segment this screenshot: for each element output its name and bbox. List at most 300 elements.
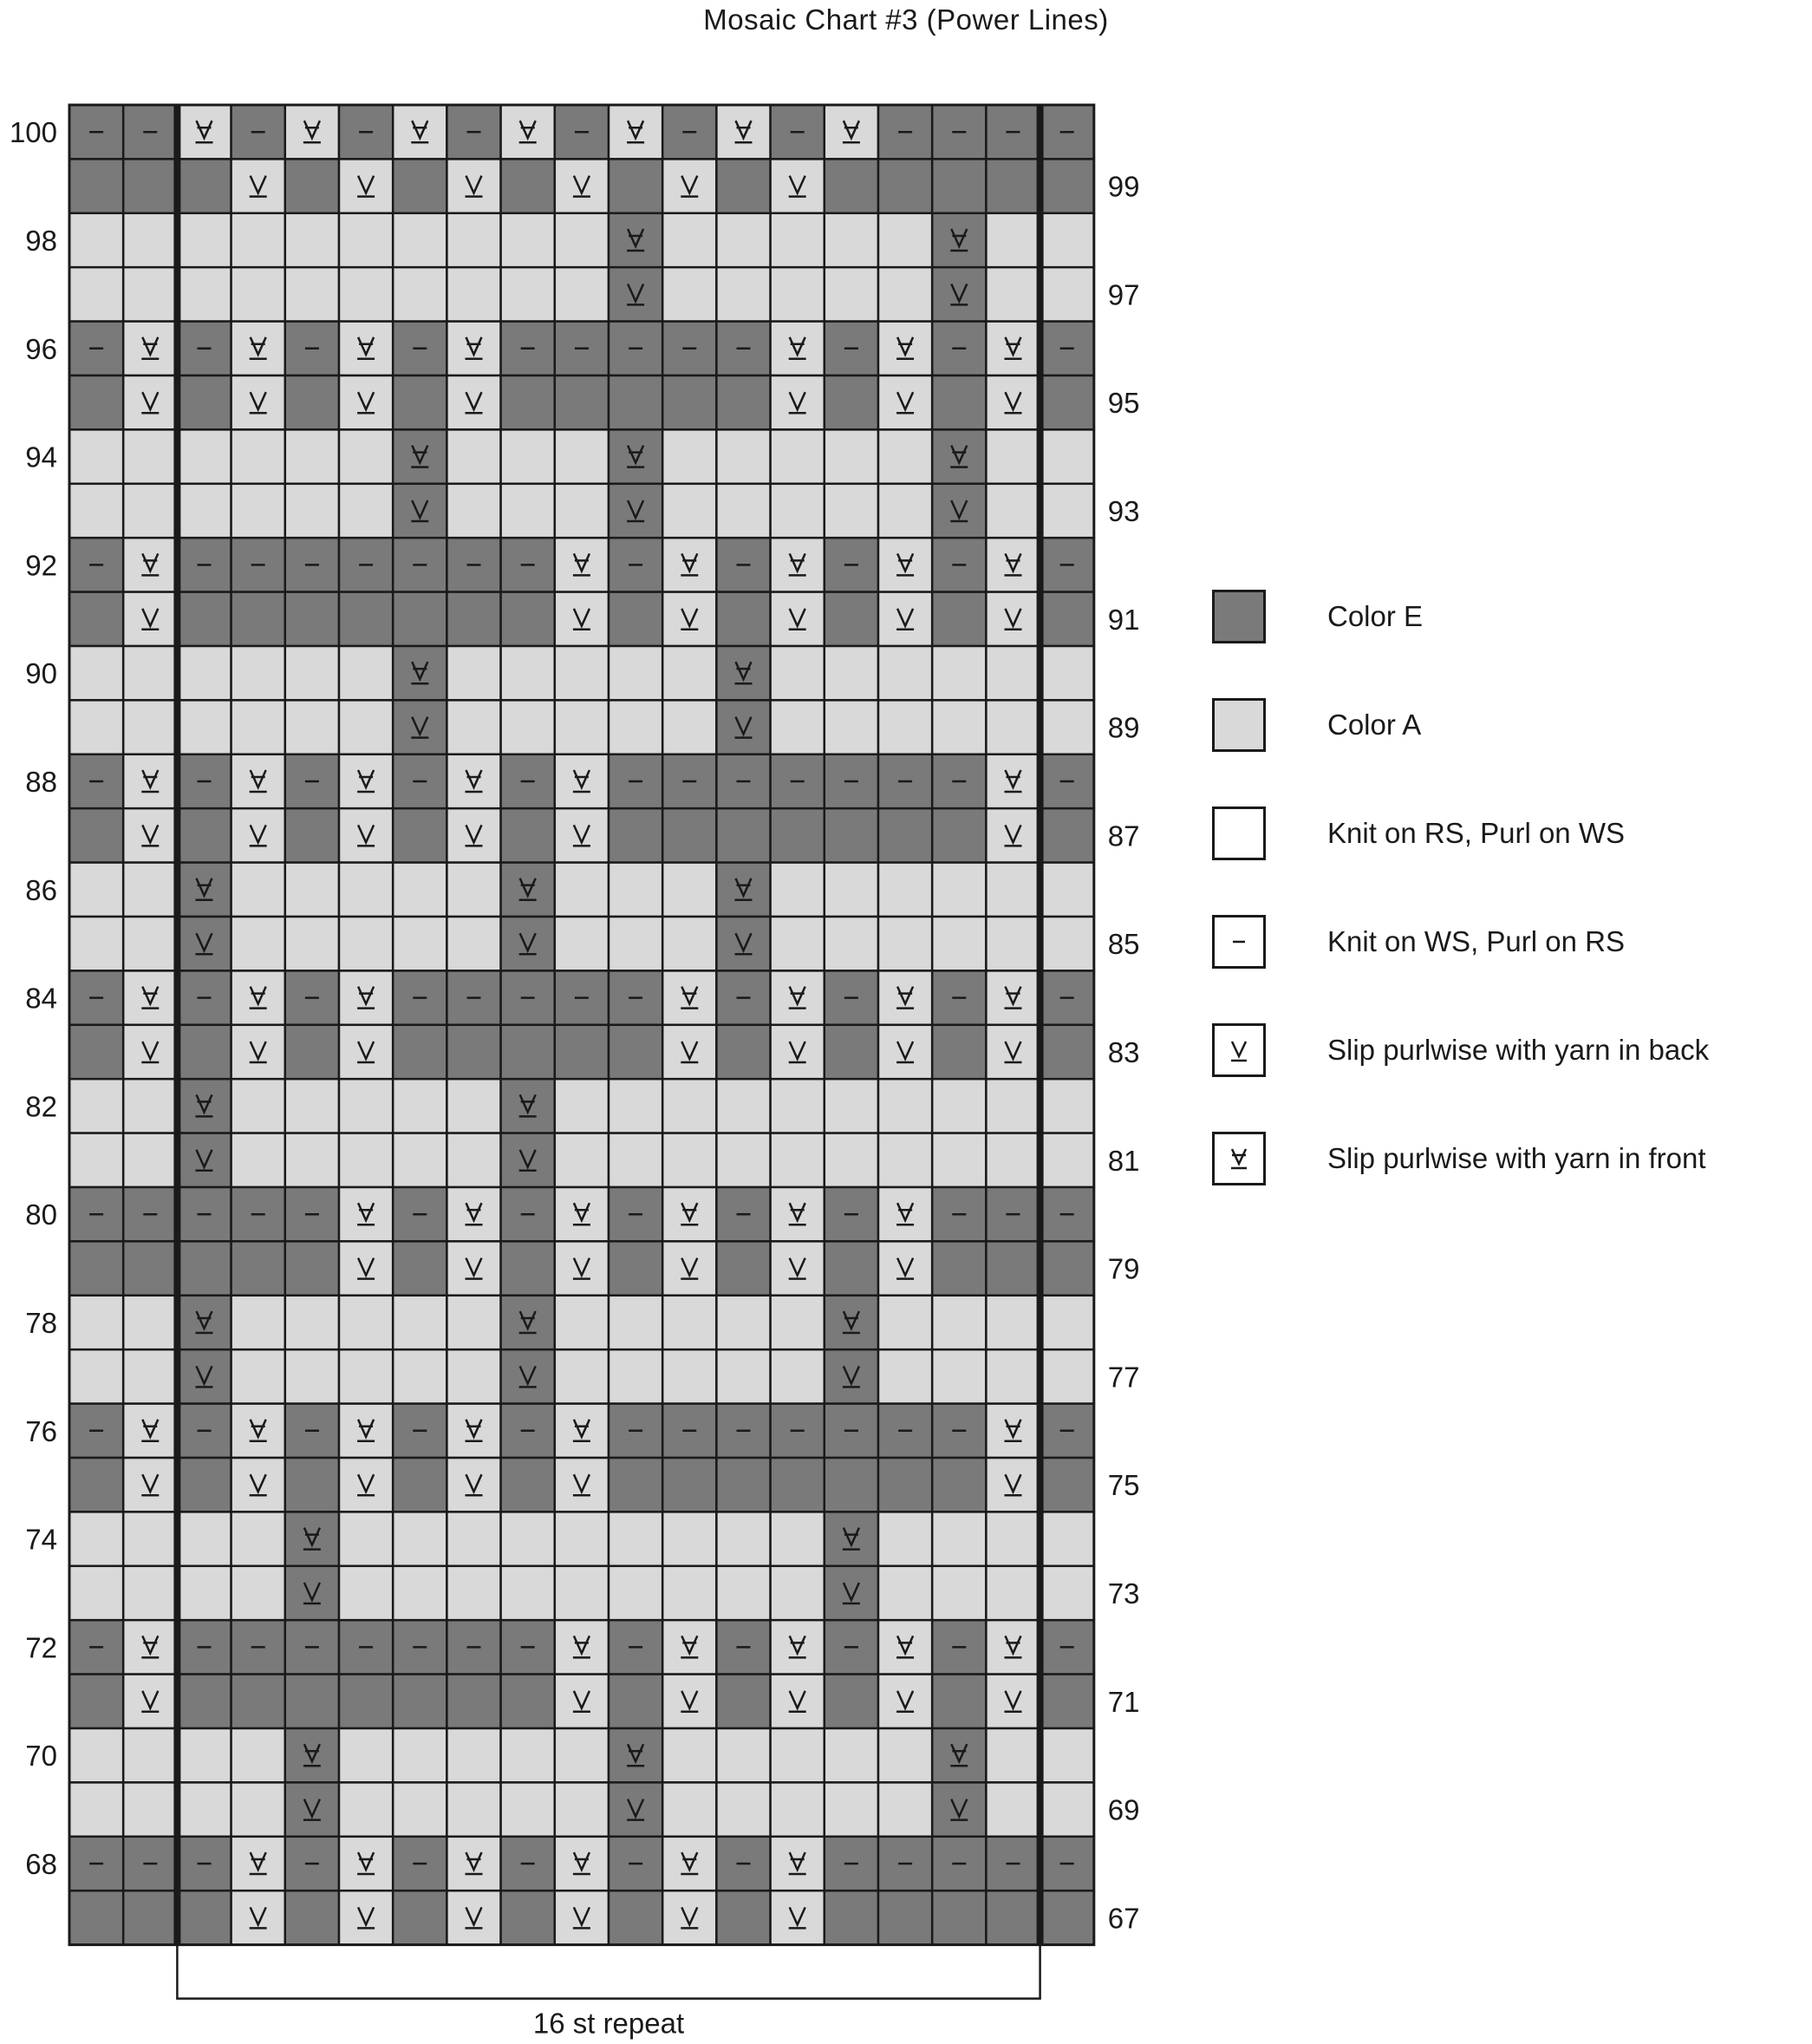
- color-a-cell: [1040, 1296, 1094, 1349]
- repeat-label: 16 st repeat: [532, 2007, 685, 2040]
- color-e-cell: [932, 1891, 986, 1944]
- row-number-label: 97: [1107, 278, 1140, 311]
- slip-front-cell: [123, 322, 177, 375]
- color-a-cell: [339, 1566, 393, 1620]
- color-a-cell: [285, 213, 339, 267]
- color-a-cell: [446, 646, 500, 700]
- color-e-cell: [69, 1675, 123, 1728]
- color-a-cell: [446, 1566, 500, 1620]
- slip-front-cell: [231, 1404, 285, 1458]
- color-a-cell: [555, 917, 609, 970]
- slip-back-cell: [501, 917, 555, 970]
- light-swatch-icon: [1212, 698, 1266, 752]
- color-a-cell: [771, 213, 825, 267]
- color-a-cell: [716, 1728, 770, 1782]
- slip-back-cell: [878, 1675, 932, 1728]
- color-a-cell: [123, 700, 177, 754]
- color-e-cell: [123, 1891, 177, 1944]
- chart-row: [69, 1458, 1094, 1512]
- color-e-cell: [69, 375, 123, 429]
- color-a-cell: [986, 213, 1040, 267]
- slip-front-cell: [771, 322, 825, 375]
- slip-front-cell: [393, 646, 446, 700]
- color-a-cell: [986, 700, 1040, 754]
- slip-back-cell: [123, 1458, 177, 1512]
- color-a-cell: [609, 863, 662, 917]
- color-a-cell: [825, 429, 878, 483]
- row-number-label: 77: [1107, 1361, 1140, 1394]
- color-a-cell: [123, 429, 177, 483]
- slip-front-cell: [555, 1837, 609, 1891]
- color-a-cell: [771, 1782, 825, 1836]
- chart-row: [69, 592, 1094, 646]
- row-number-label: 75: [1107, 1469, 1140, 1502]
- row-number-label: 98: [25, 225, 57, 257]
- color-a-cell: [878, 484, 932, 538]
- color-a-cell: [555, 1079, 609, 1133]
- color-e-cell: [501, 808, 555, 862]
- color-e-cell: [501, 375, 555, 429]
- color-a-cell: [285, 863, 339, 917]
- slip-front-cell: [771, 1620, 825, 1674]
- color-a-cell: [662, 213, 716, 267]
- color-a-cell: [878, 1349, 932, 1403]
- color-a-cell: [825, 213, 878, 267]
- color-e-cell: [609, 1675, 662, 1728]
- slip-front-cell: [878, 538, 932, 591]
- slip-front-cell: [825, 1296, 878, 1349]
- row-number-label: 87: [1107, 820, 1140, 852]
- color-a-cell: [231, 917, 285, 970]
- slip-front-cell: [285, 1512, 339, 1565]
- color-a-cell: [123, 917, 177, 970]
- slip-front-cell: [609, 429, 662, 483]
- color-e-cell: [501, 1675, 555, 1728]
- color-a-cell: [501, 1728, 555, 1782]
- color-a-cell: [932, 1349, 986, 1403]
- color-a-cell: [932, 1133, 986, 1187]
- legend-label: Color E: [1327, 600, 1424, 632]
- chart-row: [69, 213, 1094, 267]
- chart-row: [69, 484, 1094, 538]
- color-a-cell: [771, 863, 825, 917]
- slip-back-cell: [609, 484, 662, 538]
- color-a-cell: [609, 1349, 662, 1403]
- color-a-cell: [555, 267, 609, 321]
- color-e-cell: [932, 1025, 986, 1079]
- slip-front-cell: [555, 1404, 609, 1458]
- color-a-cell: [878, 1512, 932, 1565]
- color-e-cell: [1040, 592, 1094, 646]
- color-a-cell: [285, 1133, 339, 1187]
- slip-front-cell: [662, 970, 716, 1024]
- chart-row: [69, 863, 1094, 917]
- color-a-cell: [339, 429, 393, 483]
- row-number-label: 78: [25, 1307, 57, 1339]
- slip-back-cell: [555, 1891, 609, 1944]
- color-a-cell: [878, 1782, 932, 1836]
- slip-front-cell: [825, 105, 878, 159]
- color-a-cell: [339, 1512, 393, 1565]
- color-a-cell: [69, 700, 123, 754]
- color-e-cell: [285, 1241, 339, 1295]
- color-e-cell: [177, 592, 231, 646]
- color-a-cell: [716, 213, 770, 267]
- color-a-cell: [771, 267, 825, 321]
- color-e-cell: [69, 1458, 123, 1512]
- color-e-cell: [932, 375, 986, 429]
- slip-front-cell: [662, 1620, 716, 1674]
- slip-front-cell: [393, 429, 446, 483]
- color-a-cell: [609, 1079, 662, 1133]
- slip-front-cell: [177, 1296, 231, 1349]
- color-a-cell: [555, 484, 609, 538]
- slip-back-cell: [285, 1782, 339, 1836]
- color-a-cell: [339, 1079, 393, 1133]
- slip-back-cell: [825, 1349, 878, 1403]
- slip-front-cell: [446, 1187, 500, 1241]
- color-a-cell: [932, 917, 986, 970]
- slip-front-cell: [771, 970, 825, 1024]
- color-a-cell: [1040, 1133, 1094, 1187]
- color-e-cell: [123, 1241, 177, 1295]
- slip-front-cell: [285, 105, 339, 159]
- color-e-cell: [69, 592, 123, 646]
- slip-front-cell: [231, 1837, 285, 1891]
- color-a-cell: [878, 1728, 932, 1782]
- color-a-cell: [932, 1079, 986, 1133]
- color-a-cell: [177, 1566, 231, 1620]
- slip-back-cell: [986, 375, 1040, 429]
- slip-front-cell: [339, 1187, 393, 1241]
- color-a-cell: [662, 917, 716, 970]
- color-e-cell: [716, 1458, 770, 1512]
- legend-item-slip-back: [1212, 1023, 1741, 1081]
- slip-back-cell: [501, 1349, 555, 1403]
- v-symbol-icon: [1212, 1023, 1266, 1077]
- color-a-cell: [825, 917, 878, 970]
- color-a-cell: [285, 1079, 339, 1133]
- color-e-cell: [69, 1891, 123, 1944]
- chart-row: [69, 1187, 1094, 1241]
- slip-back-cell: [285, 1566, 339, 1620]
- color-e-cell: [177, 1025, 231, 1079]
- color-a-cell: [716, 1079, 770, 1133]
- color-a-cell: [771, 1296, 825, 1349]
- chart-row: [69, 1296, 1094, 1349]
- color-a-cell: [771, 1133, 825, 1187]
- color-a-cell: [1040, 1512, 1094, 1565]
- color-a-cell: [339, 1133, 393, 1187]
- color-a-cell: [69, 1349, 123, 1403]
- color-e-cell: [609, 592, 662, 646]
- chart-row: [69, 1566, 1094, 1620]
- color-e-cell: [177, 1241, 231, 1295]
- color-a-cell: [177, 213, 231, 267]
- color-a-cell: [825, 1728, 878, 1782]
- slip-back-cell: [932, 484, 986, 538]
- color-a-cell: [771, 484, 825, 538]
- slip-back-cell: [986, 808, 1040, 862]
- color-a-cell: [555, 646, 609, 700]
- color-a-cell: [501, 213, 555, 267]
- color-a-cell: [986, 1782, 1040, 1836]
- chart-row: [69, 1241, 1094, 1295]
- color-a-cell: [1040, 429, 1094, 483]
- color-a-cell: [231, 1512, 285, 1565]
- slip-back-cell: [123, 1675, 177, 1728]
- color-e-cell: [393, 1675, 446, 1728]
- color-a-cell: [285, 1349, 339, 1403]
- slip-front-cell: [986, 322, 1040, 375]
- slip-back-cell: [716, 917, 770, 970]
- slip-back-cell: [878, 375, 932, 429]
- color-a-cell: [231, 646, 285, 700]
- color-e-cell: [339, 1675, 393, 1728]
- color-a-cell: [878, 1079, 932, 1133]
- color-a-cell: [662, 1566, 716, 1620]
- color-a-cell: [69, 213, 123, 267]
- color-e-cell: [609, 159, 662, 212]
- chart-row: [69, 1079, 1094, 1133]
- color-a-cell: [123, 267, 177, 321]
- color-a-cell: [878, 1296, 932, 1349]
- color-a-cell: [662, 484, 716, 538]
- color-a-cell: [285, 917, 339, 970]
- slip-back-cell: [825, 1566, 878, 1620]
- color-e-cell: [825, 592, 878, 646]
- color-a-cell: [446, 1728, 500, 1782]
- color-a-cell: [662, 700, 716, 754]
- color-e-cell: [177, 159, 231, 212]
- repeat-bracket: [177, 1945, 1040, 2040]
- row-number-label: 92: [25, 549, 57, 582]
- dash-symbol-icon: [1212, 915, 1266, 969]
- color-a-cell: [393, 1296, 446, 1349]
- slip-front-cell: [771, 1187, 825, 1241]
- row-number-label: 84: [25, 982, 57, 1015]
- color-a-cell: [231, 1349, 285, 1403]
- color-e-cell: [716, 1675, 770, 1728]
- color-a-cell: [69, 863, 123, 917]
- row-number-label: 80: [25, 1198, 57, 1231]
- color-a-cell: [716, 1566, 770, 1620]
- color-a-cell: [986, 267, 1040, 321]
- color-a-cell: [69, 1133, 123, 1187]
- color-e-cell: [446, 592, 500, 646]
- slip-back-cell: [771, 1241, 825, 1295]
- row-number-label: 86: [25, 873, 57, 906]
- color-a-cell: [986, 1079, 1040, 1133]
- slip-back-cell: [771, 375, 825, 429]
- color-a-cell: [339, 1296, 393, 1349]
- color-a-cell: [501, 484, 555, 538]
- slip-back-cell: [231, 159, 285, 212]
- slip-back-cell: [231, 1458, 285, 1512]
- slip-front-cell: [609, 105, 662, 159]
- slip-back-cell: [662, 1675, 716, 1728]
- slip-front-cell: [555, 1187, 609, 1241]
- color-a-cell: [555, 1133, 609, 1187]
- color-e-cell: [393, 808, 446, 862]
- row-number-label: 71: [1107, 1685, 1140, 1718]
- color-e-cell: [501, 592, 555, 646]
- slip-front-cell: [555, 1620, 609, 1674]
- color-a-cell: [932, 1566, 986, 1620]
- color-e-cell: [716, 159, 770, 212]
- color-a-cell: [177, 1782, 231, 1836]
- color-e-cell: [825, 1675, 878, 1728]
- color-e-cell: [609, 1458, 662, 1512]
- color-e-cell: [69, 1241, 123, 1295]
- color-a-cell: [662, 267, 716, 321]
- color-a-cell: [771, 429, 825, 483]
- color-a-cell: [878, 1566, 932, 1620]
- slip-back-cell: [662, 592, 716, 646]
- color-e-cell: [393, 1025, 446, 1079]
- chart-row: [69, 1891, 1094, 1944]
- color-e-cell: [1040, 375, 1094, 429]
- row-number-label: 96: [25, 332, 57, 365]
- color-a-cell: [825, 700, 878, 754]
- v-bar-symbol-icon: [1212, 1132, 1266, 1185]
- chart-title: Mosaic Chart #3 (Power Lines): [703, 3, 1109, 36]
- color-a-cell: [123, 863, 177, 917]
- color-e-cell: [123, 159, 177, 212]
- color-a-cell: [932, 863, 986, 917]
- color-a-cell: [285, 700, 339, 754]
- chart-row: [69, 105, 1094, 159]
- color-e-cell: [285, 375, 339, 429]
- color-a-cell: [177, 267, 231, 321]
- color-e-cell: [1040, 808, 1094, 862]
- color-e-cell: [285, 1891, 339, 1944]
- color-a-cell: [446, 700, 500, 754]
- color-a-cell: [123, 1566, 177, 1620]
- slip-front-cell: [555, 754, 609, 808]
- color-a-cell: [932, 700, 986, 754]
- row-number-label: 67: [1107, 1902, 1140, 1935]
- slip-back-cell: [339, 159, 393, 212]
- color-a-cell: [555, 1349, 609, 1403]
- color-a-cell: [662, 1782, 716, 1836]
- slip-front-cell: [123, 754, 177, 808]
- color-e-cell: [662, 1458, 716, 1512]
- color-a-cell: [555, 213, 609, 267]
- color-e-cell: [986, 1891, 1040, 1944]
- color-a-cell: [771, 1512, 825, 1565]
- chart-row: [69, 159, 1094, 212]
- slip-front-cell: [446, 1404, 500, 1458]
- color-a-cell: [231, 863, 285, 917]
- slip-back-cell: [123, 1025, 177, 1079]
- color-e-cell: [1040, 1675, 1094, 1728]
- color-e-cell: [825, 808, 878, 862]
- color-e-cell: [339, 592, 393, 646]
- color-e-cell: [1040, 1025, 1094, 1079]
- slip-front-cell: [878, 1187, 932, 1241]
- row-number-label: 93: [1107, 495, 1140, 527]
- slip-back-cell: [501, 1133, 555, 1187]
- color-a-cell: [69, 484, 123, 538]
- color-e-cell: [1040, 1891, 1094, 1944]
- color-a-cell: [662, 863, 716, 917]
- color-e-cell: [986, 1241, 1040, 1295]
- color-a-cell: [609, 1512, 662, 1565]
- chart-grid: [69, 105, 1094, 1945]
- slip-front-cell: [446, 754, 500, 808]
- color-a-cell: [609, 700, 662, 754]
- color-a-cell: [231, 1296, 285, 1349]
- color-a-cell: [231, 1728, 285, 1782]
- color-e-cell: [825, 1025, 878, 1079]
- color-e-cell: [177, 1458, 231, 1512]
- chart-row: [69, 1620, 1094, 1674]
- color-a-cell: [446, 267, 500, 321]
- slip-front-cell: [231, 322, 285, 375]
- slip-front-cell: [716, 863, 770, 917]
- color-e-cell: [986, 159, 1040, 212]
- color-e-cell: [393, 592, 446, 646]
- color-a-cell: [878, 700, 932, 754]
- color-a-cell: [285, 1296, 339, 1349]
- color-e-cell: [662, 375, 716, 429]
- color-a-cell: [555, 863, 609, 917]
- slip-back-cell: [339, 1241, 393, 1295]
- color-e-cell: [177, 1675, 231, 1728]
- color-e-cell: [878, 159, 932, 212]
- color-e-cell: [285, 1675, 339, 1728]
- color-a-cell: [662, 1296, 716, 1349]
- slip-back-cell: [123, 592, 177, 646]
- chart-row: [69, 375, 1094, 429]
- slip-front-cell: [771, 1837, 825, 1891]
- color-e-cell: [446, 1025, 500, 1079]
- dark-swatch-icon: [1212, 590, 1266, 643]
- color-a-cell: [69, 917, 123, 970]
- color-a-cell: [555, 1566, 609, 1620]
- chart-row: [69, 267, 1094, 321]
- color-a-cell: [123, 484, 177, 538]
- slip-front-cell: [986, 538, 1040, 591]
- color-e-cell: [177, 375, 231, 429]
- color-a-cell: [123, 1512, 177, 1565]
- color-a-cell: [716, 1133, 770, 1187]
- slip-front-cell: [446, 322, 500, 375]
- color-e-cell: [662, 808, 716, 862]
- slip-back-cell: [662, 1891, 716, 1944]
- color-a-cell: [393, 1782, 446, 1836]
- chart-row: [69, 1675, 1094, 1728]
- row-number-label: 76: [25, 1414, 57, 1447]
- color-a-cell: [231, 213, 285, 267]
- color-a-cell: [501, 1782, 555, 1836]
- slip-front-cell: [393, 105, 446, 159]
- slip-front-cell: [878, 322, 932, 375]
- color-a-cell: [986, 1728, 1040, 1782]
- color-e-cell: [285, 592, 339, 646]
- color-a-cell: [1040, 484, 1094, 538]
- row-number-label: 85: [1107, 928, 1140, 961]
- slip-front-cell: [177, 863, 231, 917]
- color-e-cell: [393, 1891, 446, 1944]
- color-a-cell: [986, 646, 1040, 700]
- color-e-cell: [771, 808, 825, 862]
- color-a-cell: [1040, 700, 1094, 754]
- slip-front-cell: [339, 1837, 393, 1891]
- color-a-cell: [662, 646, 716, 700]
- color-e-cell: [825, 375, 878, 429]
